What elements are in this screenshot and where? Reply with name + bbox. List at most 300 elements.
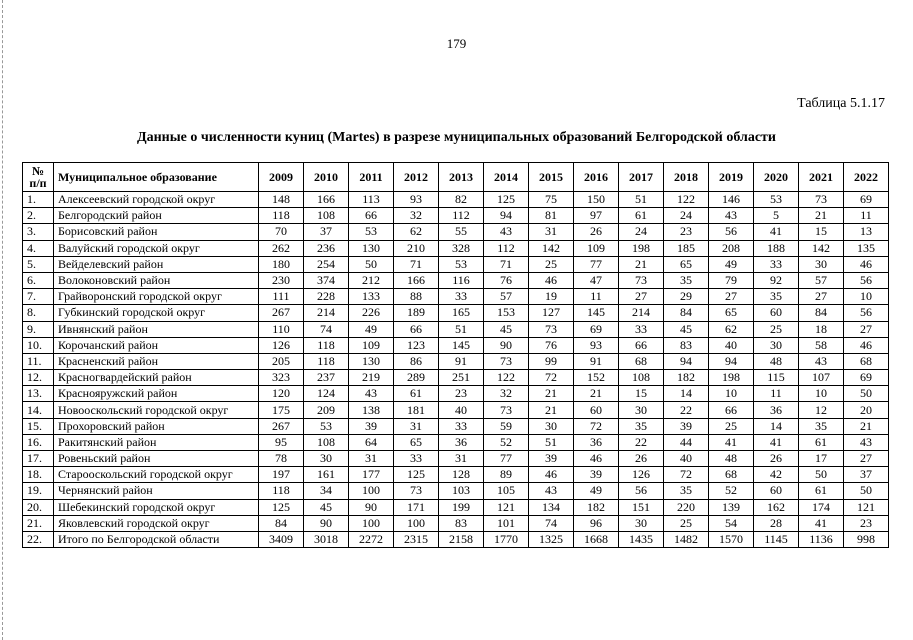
count-cell: 73 [529,321,574,337]
count-cell: 31 [394,418,439,434]
count-cell: 95 [259,434,304,450]
count-cell: 197 [259,467,304,483]
count-cell: 182 [664,370,709,386]
count-cell: 26 [574,224,619,240]
count-cell: 83 [664,337,709,353]
count-cell: 30 [754,337,799,353]
count-cell: 90 [484,337,529,353]
table-row [23,467,889,483]
count-cell: 53 [349,224,394,240]
count-cell: 66 [349,208,394,224]
table-row [23,451,889,467]
count-cell: 125 [259,499,304,515]
count-cell: 83 [439,515,484,531]
header-year: 2019 [709,163,754,192]
count-cell: 130 [349,240,394,256]
count-cell: 110 [259,321,304,337]
count-cell: 10 [799,386,844,402]
count-cell: 49 [574,483,619,499]
row-number: 2. [23,208,54,224]
count-cell: 108 [304,434,349,450]
count-cell: 74 [529,515,574,531]
count-cell: 27 [619,289,664,305]
count-cell: 73 [394,483,439,499]
count-cell: 199 [439,499,484,515]
row-number: 18. [23,467,54,483]
count-cell: 86 [394,353,439,369]
count-cell: 60 [754,483,799,499]
municipality-name: Ивнянский район [54,321,259,337]
count-cell: 3409 [259,531,304,547]
page-edge-rule [2,0,3,640]
count-cell: 91 [574,353,619,369]
count-cell: 90 [304,515,349,531]
data-table [22,162,889,548]
count-cell: 205 [259,353,304,369]
count-cell: 214 [619,305,664,321]
count-cell: 185 [664,240,709,256]
count-cell: 66 [619,337,664,353]
count-cell: 44 [664,434,709,450]
count-cell: 56 [844,272,889,288]
count-cell: 21 [844,418,889,434]
count-cell: 174 [799,499,844,515]
count-cell: 73 [484,402,529,418]
header-year: 2015 [529,163,574,192]
count-cell: 118 [259,483,304,499]
row-number: 19. [23,483,54,499]
count-cell: 42 [754,467,799,483]
count-cell: 45 [664,321,709,337]
count-cell: 103 [439,483,484,499]
count-cell: 28 [754,515,799,531]
row-number: 14. [23,402,54,418]
count-cell: 41 [754,224,799,240]
count-cell: 35 [799,418,844,434]
count-cell: 77 [484,451,529,467]
header-number [23,163,54,192]
municipality-name: Новооскольский городской округ [54,402,259,418]
table-label: Таблица 5.1.17 [797,96,885,111]
municipality-name: Валуйский городской округ [54,240,259,256]
count-cell: 323 [259,370,304,386]
count-cell: 43 [799,353,844,369]
count-cell: 1668 [574,531,619,547]
count-cell: 51 [439,321,484,337]
row-number: 11. [23,353,54,369]
count-cell: 21 [799,208,844,224]
count-cell: 53 [754,192,799,208]
count-cell: 1482 [664,531,709,547]
count-cell: 146 [709,192,754,208]
count-cell: 127 [529,305,574,321]
count-cell: 35 [754,289,799,305]
municipality-name: Алексеевский городской округ [54,192,259,208]
count-cell: 112 [439,208,484,224]
count-cell: 25 [754,321,799,337]
count-cell: 40 [664,451,709,467]
header-year: 2017 [619,163,664,192]
row-number: 12. [23,370,54,386]
count-cell: 81 [529,208,574,224]
count-cell: 61 [619,208,664,224]
count-cell: 62 [394,224,439,240]
count-cell: 109 [574,240,619,256]
count-cell: 20 [844,402,889,418]
count-cell: 31 [529,224,574,240]
count-cell: 177 [349,467,394,483]
count-cell: 52 [709,483,754,499]
count-cell: 84 [259,515,304,531]
count-cell: 142 [529,240,574,256]
count-cell: 61 [799,483,844,499]
count-cell: 107 [799,370,844,386]
count-cell: 181 [394,402,439,418]
row-number: 9. [23,321,54,337]
municipality-name: Грайворонский городской округ [54,289,259,305]
count-cell: 11 [574,289,619,305]
table-header-row [23,163,889,192]
count-cell: 50 [844,483,889,499]
count-cell: 138 [349,402,394,418]
count-cell: 108 [619,370,664,386]
count-cell: 5 [754,208,799,224]
count-cell: 73 [799,192,844,208]
count-cell: 36 [439,434,484,450]
count-cell: 31 [439,451,484,467]
count-cell: 27 [709,289,754,305]
count-cell: 33 [619,321,664,337]
count-cell: 26 [754,451,799,467]
count-cell: 30 [304,451,349,467]
row-number: 3. [23,224,54,240]
count-cell: 262 [259,240,304,256]
count-cell: 209 [304,402,349,418]
count-cell: 251 [439,370,484,386]
count-cell: 82 [439,192,484,208]
count-cell: 120 [259,386,304,402]
count-cell: 101 [484,515,529,531]
count-cell: 100 [349,515,394,531]
header-year: 2009 [259,163,304,192]
count-cell: 100 [394,515,439,531]
count-cell: 73 [619,272,664,288]
count-cell: 21 [529,386,574,402]
count-cell: 139 [709,499,754,515]
count-cell: 40 [709,337,754,353]
count-cell: 71 [484,256,529,272]
count-cell: 208 [709,240,754,256]
count-cell: 133 [349,289,394,305]
municipality-name: Ровеньский район [54,451,259,467]
header-year: 2013 [439,163,484,192]
count-cell: 56 [844,305,889,321]
table-row [23,337,889,353]
page-number: 179 [446,36,467,51]
count-cell: 25 [529,256,574,272]
count-cell: 109 [349,337,394,353]
row-number: 20. [23,499,54,515]
count-cell: 89 [484,467,529,483]
row-number: 21. [23,515,54,531]
count-cell: 125 [484,192,529,208]
header-year: 2021 [799,163,844,192]
municipality-name: Губкинский городской округ [54,305,259,321]
table-row [23,272,889,288]
count-cell: 18 [799,321,844,337]
count-cell: 145 [574,305,619,321]
count-cell: 1570 [709,531,754,547]
count-cell: 57 [484,289,529,305]
count-cell: 49 [709,256,754,272]
count-cell: 118 [304,337,349,353]
count-cell: 118 [259,208,304,224]
count-cell: 267 [259,305,304,321]
count-cell: 2158 [439,531,484,547]
count-cell: 30 [529,418,574,434]
count-cell: 33 [754,256,799,272]
count-cell: 46 [844,256,889,272]
count-cell: 135 [844,240,889,256]
count-cell: 31 [349,451,394,467]
count-cell: 182 [574,499,619,515]
count-cell: 90 [349,499,394,515]
count-cell: 22 [619,434,664,450]
table-row [23,208,889,224]
count-cell: 175 [259,402,304,418]
count-cell: 161 [304,467,349,483]
count-cell: 92 [754,272,799,288]
header-year: 2012 [394,163,439,192]
count-cell: 112 [484,240,529,256]
count-cell: 3018 [304,531,349,547]
count-cell: 1325 [529,531,574,547]
count-cell: 212 [349,272,394,288]
count-cell: 153 [484,305,529,321]
count-cell: 166 [394,272,439,288]
count-cell: 40 [439,402,484,418]
count-cell: 21 [574,386,619,402]
count-cell: 328 [439,240,484,256]
count-cell: 29 [664,289,709,305]
header-year: 2022 [844,163,889,192]
municipality-name: Шебекинский городской округ [54,499,259,515]
table-row [23,192,889,208]
count-cell: 41 [799,515,844,531]
count-cell: 99 [529,353,574,369]
row-number: 8. [23,305,54,321]
count-cell: 32 [484,386,529,402]
count-cell: 43 [484,224,529,240]
count-cell: 33 [439,418,484,434]
table-row [23,483,889,499]
count-cell: 30 [619,402,664,418]
count-cell: 26 [619,451,664,467]
count-cell: 230 [259,272,304,288]
row-number: 17. [23,451,54,467]
row-number: 4. [23,240,54,256]
count-cell: 72 [664,467,709,483]
count-cell: 36 [754,402,799,418]
count-cell: 35 [619,418,664,434]
count-cell: 998 [844,531,889,547]
count-cell: 11 [844,208,889,224]
count-cell: 122 [484,370,529,386]
municipality-name: Волоконовский район [54,272,259,288]
table-row [23,515,889,531]
table-body [23,192,889,548]
count-cell: 77 [574,256,619,272]
count-cell: 66 [709,402,754,418]
count-cell: 84 [664,305,709,321]
count-cell: 51 [529,434,574,450]
count-cell: 43 [349,386,394,402]
count-cell: 2272 [349,531,394,547]
count-cell: 88 [394,289,439,305]
table-row [23,531,889,547]
count-cell: 142 [799,240,844,256]
count-cell: 151 [619,499,664,515]
count-cell: 25 [709,418,754,434]
count-cell: 27 [844,321,889,337]
count-cell: 25 [664,515,709,531]
count-cell: 72 [529,370,574,386]
count-cell: 12 [799,402,844,418]
count-cell: 11 [754,386,799,402]
count-cell: 66 [394,321,439,337]
row-number: 6. [23,272,54,288]
count-cell: 130 [349,353,394,369]
row-number: 10. [23,337,54,353]
count-cell: 50 [844,386,889,402]
count-cell: 33 [394,451,439,467]
count-cell: 23 [844,515,889,531]
municipality-name: Борисовский район [54,224,259,240]
count-cell: 39 [664,418,709,434]
count-cell: 105 [484,483,529,499]
count-cell: 37 [304,224,349,240]
count-cell: 71 [394,256,439,272]
count-cell: 73 [484,353,529,369]
table-row [23,418,889,434]
count-cell: 49 [349,321,394,337]
count-cell: 34 [304,483,349,499]
row-number: 13. [23,386,54,402]
count-cell: 113 [349,192,394,208]
municipality-name: Красногвардейский район [54,370,259,386]
count-cell: 62 [709,321,754,337]
count-cell: 50 [349,256,394,272]
count-cell: 145 [439,337,484,353]
count-cell: 189 [394,305,439,321]
count-cell: 43 [709,208,754,224]
count-cell: 32 [394,208,439,224]
table-row [23,240,889,256]
header-number-abbr: п/п [29,176,47,190]
count-cell: 37 [844,467,889,483]
count-cell: 254 [304,256,349,272]
count-cell: 19 [529,289,574,305]
count-cell: 35 [664,483,709,499]
count-cell: 171 [394,499,439,515]
count-cell: 68 [844,353,889,369]
header-year: 2018 [664,163,709,192]
count-cell: 116 [439,272,484,288]
count-cell: 35 [664,272,709,288]
count-cell: 46 [529,272,574,288]
header-year: 2016 [574,163,619,192]
count-cell: 93 [574,337,619,353]
count-cell: 10 [844,289,889,305]
count-cell: 33 [439,289,484,305]
count-cell: 1145 [754,531,799,547]
row-number: 5. [23,256,54,272]
count-cell: 162 [754,499,799,515]
count-cell: 121 [844,499,889,515]
count-cell: 60 [754,305,799,321]
count-cell: 65 [709,305,754,321]
count-cell: 94 [664,353,709,369]
count-cell: 15 [799,224,844,240]
count-cell: 122 [664,192,709,208]
municipality-name: Чернянский район [54,483,259,499]
count-cell: 1770 [484,531,529,547]
count-cell: 57 [799,272,844,288]
header-number-symbol: № [31,164,45,178]
table-row [23,370,889,386]
count-cell: 52 [484,434,529,450]
count-cell: 14 [754,418,799,434]
count-cell: 166 [304,192,349,208]
count-cell: 45 [484,321,529,337]
count-cell: 219 [349,370,394,386]
count-cell: 56 [619,483,664,499]
count-cell: 210 [394,240,439,256]
count-cell: 198 [619,240,664,256]
count-cell: 121 [484,499,529,515]
count-cell: 118 [304,353,349,369]
count-cell: 75 [529,192,574,208]
count-cell: 54 [709,515,754,531]
municipality-name: Ракитянский район [54,434,259,450]
row-number: 22. [23,531,54,547]
table-row [23,434,889,450]
count-cell: 55 [439,224,484,240]
count-cell: 289 [394,370,439,386]
count-cell: 24 [664,208,709,224]
count-cell: 46 [529,467,574,483]
count-cell: 51 [619,192,664,208]
count-cell: 24 [619,224,664,240]
count-cell: 100 [349,483,394,499]
count-cell: 78 [259,451,304,467]
count-cell: 79 [709,272,754,288]
header-municipality: Муниципальное образование [54,163,259,192]
count-cell: 94 [484,208,529,224]
header-year: 2014 [484,163,529,192]
count-cell: 27 [799,289,844,305]
table-row [23,289,889,305]
count-cell: 1136 [799,531,844,547]
row-number: 1. [23,192,54,208]
count-cell: 46 [574,451,619,467]
table-row [23,499,889,515]
count-cell: 228 [304,289,349,305]
count-cell: 21 [619,256,664,272]
table-title: Данные о численности куниц (Martes) в разрезе муниципальных образований Белгородской области [136,130,776,145]
count-cell: 123 [394,337,439,353]
count-cell: 36 [574,434,619,450]
